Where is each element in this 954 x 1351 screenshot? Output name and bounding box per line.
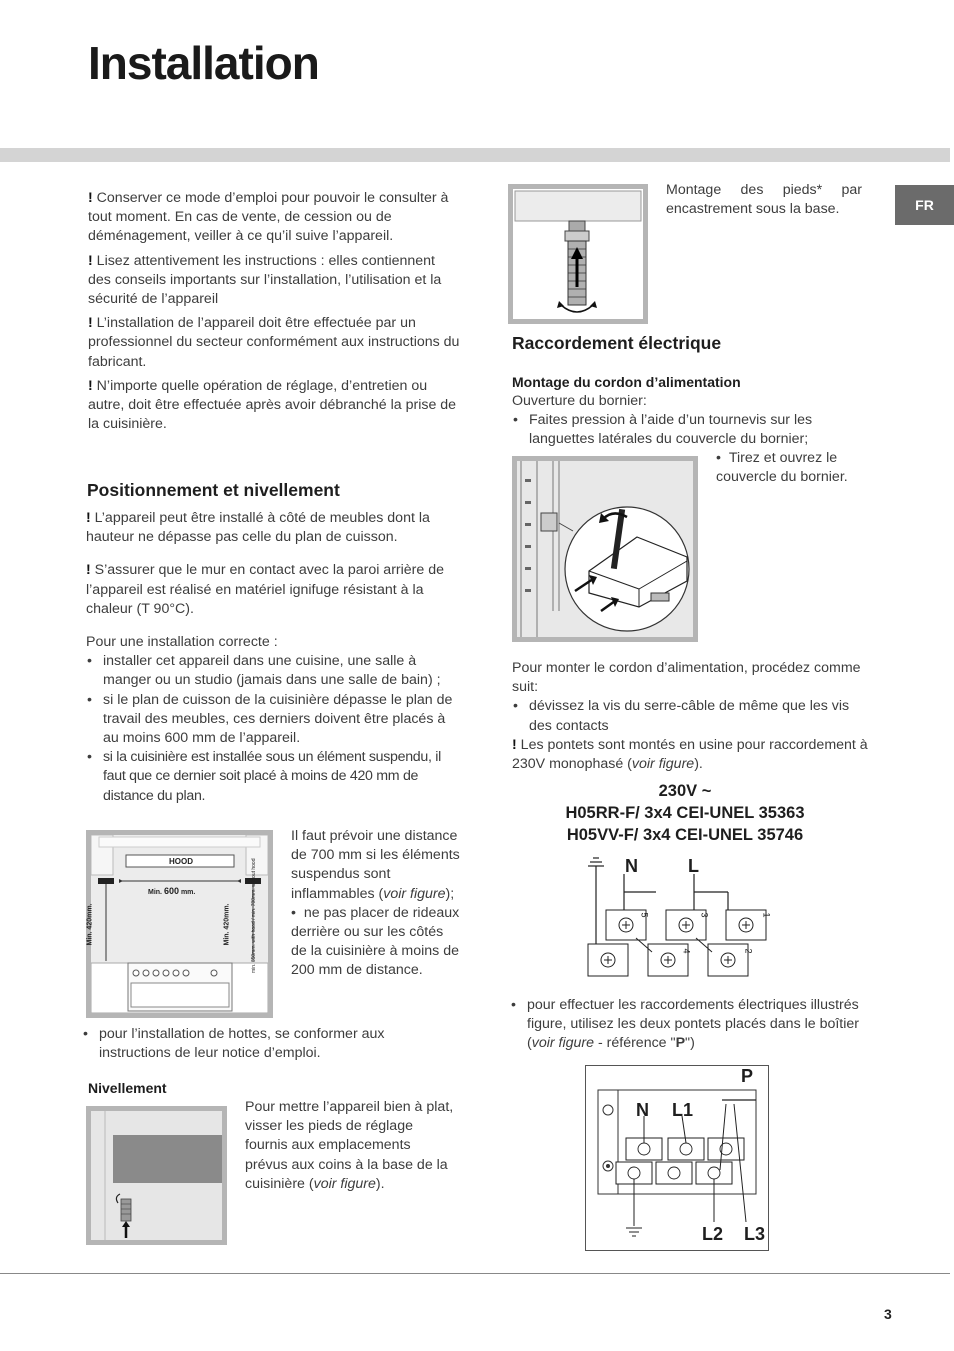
- hood-distance-figure: [86, 830, 273, 1018]
- neutral-label: N: [625, 856, 638, 876]
- cable-spec-line: H05RR-F/ 3x4 CEI-UNEL 35363: [565, 804, 805, 822]
- ground-icon: [626, 1228, 642, 1236]
- footer-rule: [0, 1273, 950, 1274]
- mount-intro: Pour monter le cordon d’alimentation, procédez comme suit:: [512, 660, 861, 696]
- terminal-number: 4: [681, 948, 692, 954]
- list-item: • si le plan de cuisson de la cuisinière dépasse le plan de travail des meubles, ces derniers doivent être placés à au moins 600 mm de l’appareil.: [86, 691, 460, 749]
- bridge-p-label: P: [741, 1066, 754, 1086]
- left-height-label: Min. 420mm.: [86, 903, 94, 946]
- cord-subheading: Montage du cordon d’alimentation: [512, 374, 741, 390]
- list-item: • si la cuisinière est installée sous un élément suspendu, il faut que ce dernier soit placé à moins de 420 mm de distance du plan.: [86, 748, 460, 806]
- list-item: • dévissez la vis du serre-câble de même que les vis des contacts: [512, 697, 872, 735]
- intro-note: ! Lisez attentivement les instructions : elles contiennent des conseils importants sur l’installation, l’utilisation et la sécurité de l’appareil: [88, 252, 442, 308]
- bridge-l2-label: L2: [702, 1224, 724, 1244]
- terminal-box-diagram: [517, 461, 693, 637]
- terminal-number: 3: [699, 912, 710, 918]
- open-label: Ouverture du bornier:: [512, 393, 647, 409]
- leveling-diagram: [91, 1111, 222, 1240]
- terminal-opening: [512, 392, 872, 450]
- list-item: • Faites pression à l’aide d’un tournevis sur les languettes latérales du couvercle du bornier;: [512, 411, 872, 449]
- list-item: • pour l’installation de hottes, se conformer aux instructions de leur notice d’emploi.: [82, 1025, 460, 1063]
- live-label: L: [688, 856, 699, 876]
- header-rule: [0, 148, 950, 162]
- flammable-note: Il faut prévoir une distance de 700 mm si les éléments suspendus sont inflammables (voir figure);: [291, 828, 460, 902]
- bridge-instructions: [510, 996, 870, 1054]
- bridge-l1-label: L1: [672, 1100, 694, 1120]
- feet-figure: [508, 184, 648, 324]
- intro-note: ! L’installation de l’appareil doit être effectuée par un professionnel du secteur conformément aux instructions du fabricant.: [88, 315, 460, 370]
- bridge-l3-label: L3: [744, 1224, 766, 1244]
- terminal-box-figure: [512, 456, 698, 642]
- bridge-figure: [585, 1065, 769, 1251]
- positioning-note: ! L’appareil peut être installé à côté de meubles dont la hauteur ne dépasse pas celle du plan de cuisson.: [86, 510, 430, 546]
- positioning-lead: Pour une installation correcte :: [86, 634, 278, 651]
- language-tab[interactable]: FR: [895, 185, 954, 225]
- width-label: Min. 600 mm.: [148, 886, 196, 896]
- list-item: • installer cet appareil dans une cuisine, une salle à manger ou un studio (jamais dans une salle de bain) ;: [86, 652, 460, 690]
- terminal-wiring-diagram: [580, 852, 780, 984]
- hood-bullet: [82, 1025, 460, 1063]
- cable-spec-line: H05VV-F/ 3x4 CEI-UNEL 35746: [566, 826, 804, 844]
- curtain-note: • ne pas placer de rideaux derrière ou sur les côtés de la cuisinière à moins de 200 mm de distance.: [291, 904, 460, 979]
- intro-note: ! N’importe quelle opération de réglage, d’entretien ou autre, doit être effectuée après avoir débranché la prise de la cuisinière.: [88, 377, 457, 433]
- cable-spec: [530, 780, 840, 846]
- right-hood-note: min. 650mm. with hood / min. 700mm. without hood: [251, 858, 257, 973]
- list-item: • pour effectuer les raccordements électriques illustrés figure, utilisez les deux pontets placés dans le boîtier (voir figure - référence "P"): [510, 996, 870, 1054]
- bridge-note: ! Les pontets sont montés en usine pour raccordement à 230V monophasé (voir figure).: [512, 736, 868, 773]
- right-height-label: Min. 420mm.: [223, 903, 231, 946]
- ground-icon: [588, 858, 604, 944]
- foot-icon: [121, 1199, 131, 1221]
- positioning-heading: Positionnement et nivellement: [87, 480, 340, 500]
- page-number: 3: [884, 1306, 892, 1322]
- voltage-label: 230V ~: [658, 782, 712, 800]
- electrical-heading: Raccordement électrique: [512, 333, 722, 353]
- positioning-notes: [86, 509, 460, 806]
- intro-note: ! Conserver ce mode d’emploi pour pouvoir le consulter à tout moment. En cas de vente, de cession ou de déménagement, veiller à ce qu’il suive l’appareil.: [88, 190, 449, 245]
- leveling-heading: Nivellement: [88, 1080, 167, 1096]
- positioning-note: ! S’assurer que le mur en contact avec la paroi arrière de l’appareil est réalisé en matériel ignifuge résistant à la chaleur (T 90°C).: [86, 562, 445, 617]
- feet-diagram: [513, 189, 643, 319]
- terminal-number: 2: [743, 948, 754, 954]
- intro-notes: [88, 189, 460, 434]
- page-title: Installation: [88, 37, 319, 89]
- leveling-text: Pour mettre l’appareil bien à plat, visser les pieds de réglage fournis aux emplacements prévus aux coins à la base de la cuisinière (voir figure).: [245, 1099, 454, 1192]
- hood-figure-text: [291, 827, 461, 981]
- terminal-number: 1: [761, 912, 772, 918]
- cord-mounting: [512, 659, 872, 774]
- terminal-pull: • Tirez et ouvrez le couvercle du bornier.: [716, 450, 848, 486]
- hood-label: HOOD: [169, 857, 193, 866]
- terminal-number: 5: [639, 912, 650, 918]
- list-item: Tirez et ouvrez le couvercle du bornier.: [716, 450, 848, 486]
- bridge-n-label: N: [636, 1100, 649, 1120]
- feet-caption: Montage des pieds* par encastrement sous la base.: [666, 182, 862, 218]
- leveling-figure: [86, 1106, 227, 1245]
